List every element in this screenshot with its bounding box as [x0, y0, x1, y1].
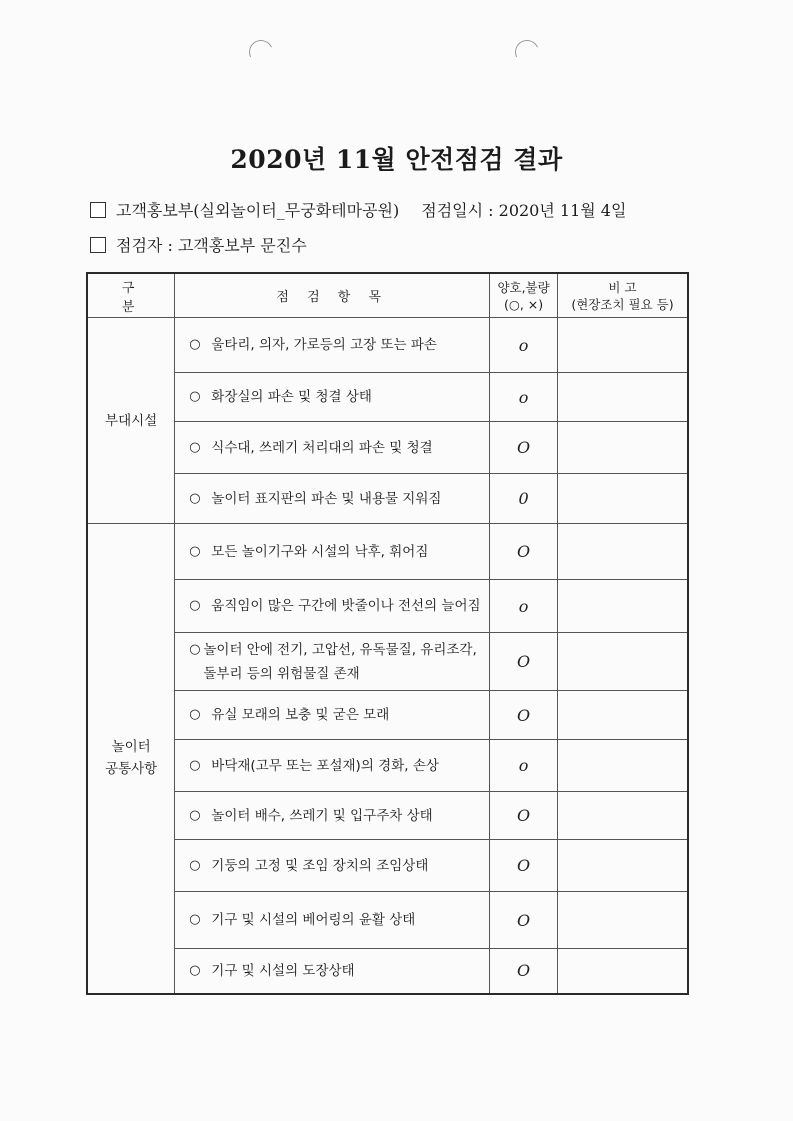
- circle-bullet-icon: ○: [189, 439, 201, 455]
- circle-bullet-icon: ○: [189, 857, 201, 873]
- inspection-item-cell: [175, 580, 490, 633]
- note-cell: [557, 892, 688, 949]
- note-cell: [557, 318, 688, 373]
- category-label: 놀이터: [111, 739, 151, 756]
- table-row: [87, 422, 688, 474]
- table-row: [87, 318, 688, 373]
- inspection-item-text: 기둥의 고정 및 조임 장치의 조임상태: [211, 857, 429, 874]
- department-text: 고객홍보부(실외놀이터_무궁화테마공원): [116, 201, 400, 220]
- result-mark: O: [490, 840, 558, 892]
- inspection-item-text: 움직임이 많은 구간에 밧줄이나 전선의 늘어짐: [211, 598, 481, 614]
- result-mark: O: [490, 524, 558, 580]
- inspection-item-cell: [175, 691, 490, 740]
- table-body: [87, 318, 688, 994]
- result-mark: o: [490, 580, 558, 633]
- header-note-line1: 비 고: [608, 279, 637, 295]
- category-label: 부대시설: [105, 412, 158, 429]
- result-mark: O: [490, 892, 558, 949]
- checkbox-square-icon: [90, 237, 106, 253]
- inspection-item-text: 화장실의 파손 및 청결 상태: [211, 389, 372, 405]
- note-cell: [557, 691, 688, 740]
- circle-bullet-icon: ○: [189, 707, 201, 722]
- inspection-item-text: 놀이터 배수, 쓰레기 및 입구주차 상태: [211, 807, 433, 824]
- table-row: [87, 792, 688, 840]
- inspection-item-text: 기구 및 시설의 도장상태: [211, 962, 355, 979]
- inspection-item-text: 놀이터 표지판의 파손 및 내용물 지워짐: [211, 490, 442, 507]
- circle-bullet-icon: ○: [189, 490, 201, 506]
- note-cell: [557, 740, 688, 792]
- note-cell: [557, 580, 688, 633]
- result-mark: 0: [490, 474, 558, 524]
- note-cell: [557, 474, 688, 524]
- circle-bullet-icon: ○: [189, 389, 201, 404]
- inspection-item-text: 기구 및 시설의 베어링의 윤활 상태: [211, 912, 416, 928]
- inspection-date: 점검일시 : 2020년 11월 4일: [421, 201, 627, 220]
- circle-bullet-icon: ○: [189, 757, 201, 773]
- circle-bullet-icon: ○: [189, 962, 201, 978]
- category-label-line2: 공통사항: [105, 761, 158, 778]
- inspector-line: [90, 233, 307, 256]
- header-category: 구 분: [87, 273, 175, 318]
- table-row: [87, 524, 688, 580]
- punch-hole-mark: [512, 37, 543, 68]
- inspection-item-cell: [175, 949, 490, 994]
- circle-bullet-icon: ○: [189, 543, 201, 559]
- circle-bullet-icon: ○: [189, 807, 201, 823]
- circle-bullet-icon: ○: [189, 641, 201, 657]
- circle-bullet-icon: ○: [189, 598, 201, 613]
- result-mark: O: [490, 949, 558, 994]
- table-row: [87, 373, 688, 422]
- note-cell: [557, 373, 688, 422]
- result-mark: o: [490, 318, 558, 373]
- result-mark: O: [490, 792, 558, 840]
- result-mark: O: [490, 633, 558, 691]
- category-cell: [87, 318, 175, 524]
- result-mark: O: [490, 422, 558, 474]
- inspection-item-text: 바닥재(고무 또는 포설재)의 경화, 손상: [211, 757, 439, 774]
- result-mark: O: [490, 691, 558, 740]
- table-row: [87, 633, 688, 691]
- inspection-item-cell: [175, 422, 490, 474]
- header-note: [557, 273, 688, 318]
- inspection-item-text: 놀이터 안에 전기, 고압선, 유독물질, 유리조각, 돌부리 등의 위험물질 존재: [203, 641, 477, 682]
- result-mark: o: [490, 740, 558, 792]
- table-row: [87, 580, 688, 633]
- note-cell: [557, 633, 688, 691]
- inspection-item-cell: [175, 892, 490, 949]
- table-header-row: [87, 273, 688, 318]
- table-row: [87, 740, 688, 792]
- inspection-item-cell: [175, 840, 490, 892]
- category-cell: [87, 524, 175, 994]
- header-note-line2: (현장조치 필요 등): [571, 296, 674, 312]
- header-item: 점 검 항 목: [175, 273, 490, 318]
- inspection-item-text: 모든 놀이기구와 시설의 낙후, 휘어짐: [211, 543, 429, 560]
- inspection-item-cell: [175, 318, 490, 373]
- table-row: [87, 840, 688, 892]
- table-row: [87, 474, 688, 524]
- inspection-item-cell: [175, 524, 490, 580]
- checkbox-square-icon: [90, 202, 106, 218]
- inspection-item-text: 식수대, 쓰레기 처리대의 파손 및 청결: [211, 439, 433, 456]
- header-result-line1: 양호,불량: [497, 279, 550, 295]
- inspection-item-cell: [175, 474, 490, 524]
- header-result-line2: (○, ×): [504, 296, 544, 312]
- department-line: [90, 198, 626, 221]
- inspection-item-text: 유실 모래의 보충 및 굳은 모래: [211, 707, 390, 723]
- result-mark: o: [490, 373, 558, 422]
- table-row: [87, 691, 688, 740]
- inspection-item-cell: [175, 792, 490, 840]
- circle-bullet-icon: ○: [189, 337, 201, 352]
- note-cell: [557, 524, 688, 580]
- circle-bullet-icon: ○: [189, 912, 201, 927]
- note-cell: [557, 422, 688, 474]
- inspection-item-cell: [175, 633, 490, 691]
- table-row: [87, 892, 688, 949]
- inspection-item-cell: [175, 740, 490, 792]
- note-cell: [557, 840, 688, 892]
- inspection-item-text: 울타리, 의자, 가로등의 고장 또는 파손: [211, 337, 437, 353]
- inspection-item-cell: [175, 373, 490, 422]
- note-cell: [557, 792, 688, 840]
- table-row: [87, 949, 688, 994]
- inspection-table: [86, 272, 689, 995]
- document-title: 2020년 11월 안전점검 결과: [230, 145, 563, 174]
- header-result: [490, 273, 558, 318]
- note-cell: [557, 949, 688, 994]
- punch-hole-mark: [246, 37, 277, 68]
- inspector-text: 점검자 : 고객홍보부 문진수: [116, 236, 307, 255]
